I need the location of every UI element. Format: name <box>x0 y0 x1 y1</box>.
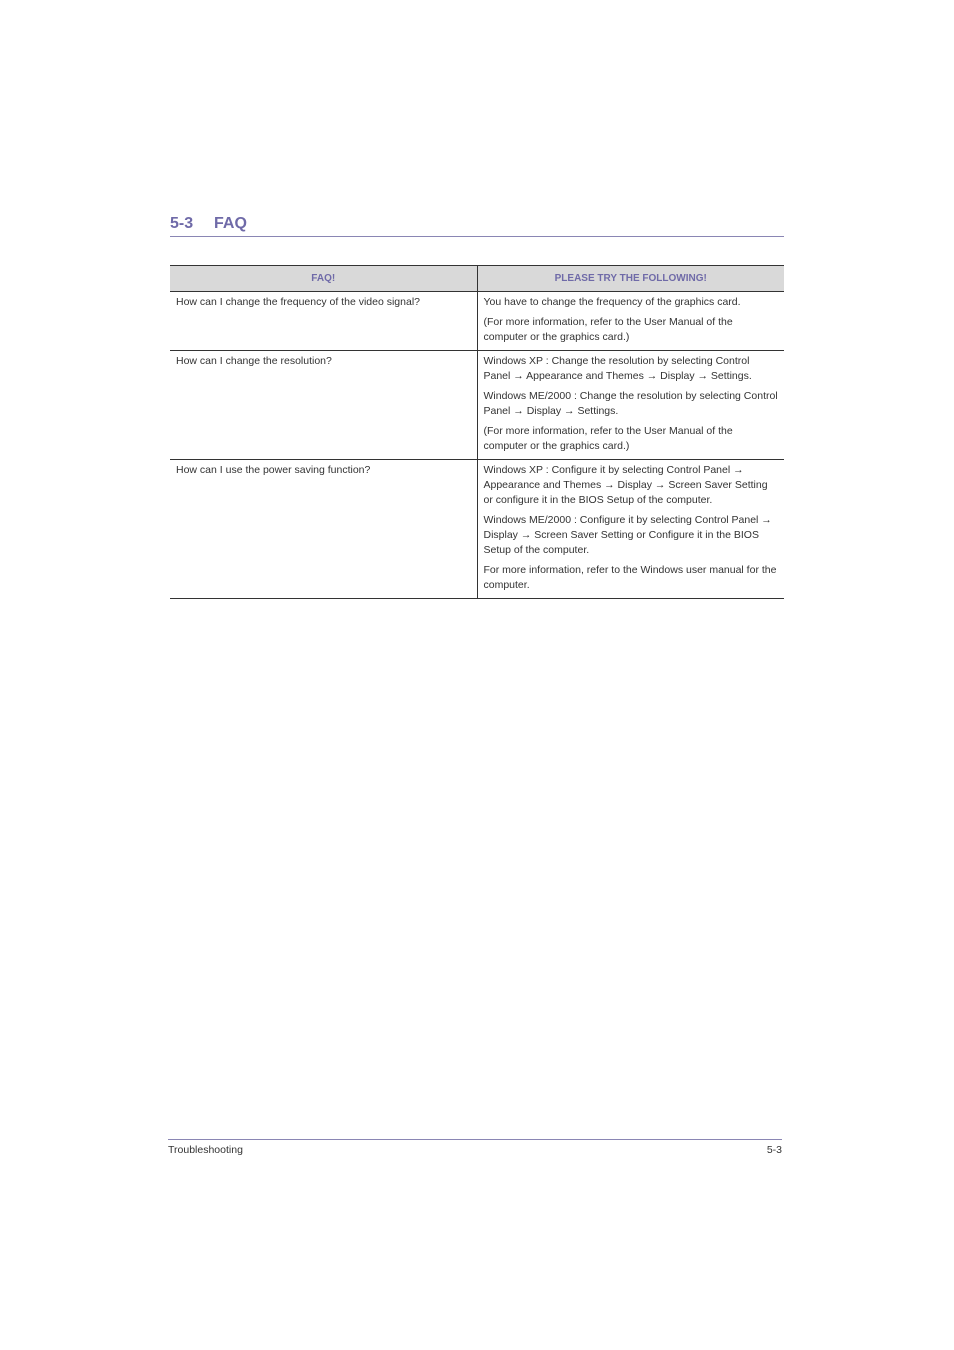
answer-paragraph: For more information, refer to the Windows user manual for the computer. <box>483 564 777 591</box>
faq-table <box>170 265 784 599</box>
footer-divider <box>168 1139 782 1140</box>
question-cell: How can I change the frequency of the video signal? <box>170 292 477 351</box>
answer-paragraph: (For more information, refer to the User Manual of the computer or the graphics card.) <box>483 425 733 452</box>
table-header-row <box>170 266 784 292</box>
question-cell: How can I change the resolution? <box>170 351 477 460</box>
answer-cell <box>477 460 784 599</box>
section-number: 5-3 <box>170 215 194 232</box>
answer-paragraph: You have to change the frequency of the graphics card. <box>483 296 741 308</box>
footer-page-number: 5-3 <box>766 1144 782 1156</box>
footer-chapter-title: Troubleshooting <box>168 1144 243 1156</box>
section-title: FAQ <box>214 215 247 232</box>
answer-paragraph: Windows XP : Change the resolution by selecting Control Panel → Appearance and Themes → Display → Settings. <box>483 355 752 382</box>
answer-cell <box>477 351 784 460</box>
question-cell: How can I use the power saving function? <box>170 460 477 599</box>
answer-paragraph: Windows XP : Configure it by selecting Control Panel → Appearance and Themes → Display → Screen Saver Setting or configure it in the BIOS Setup of the computer. <box>483 464 768 506</box>
table-row <box>170 460 784 599</box>
table-row <box>170 351 784 460</box>
answer-paragraph: Windows ME/2000 : Change the resolution by selecting Control Panel → Display → Settings. <box>483 390 778 417</box>
table-row <box>170 292 784 351</box>
column-header-try: PLEASE TRY THE FOLLOWING! <box>477 266 784 292</box>
column-header-faq: FAQ! <box>170 266 477 292</box>
answer-paragraph: (For more information, refer to the User Manual of the computer or the graphics card.) <box>483 316 733 343</box>
answer-paragraph: Windows ME/2000 : Configure it by selecting Control Panel → Display → Screen Saver Setting or Configure it in the BIOS Setup of the computer. <box>483 514 772 556</box>
section-heading <box>170 214 784 237</box>
answer-cell <box>477 292 784 351</box>
